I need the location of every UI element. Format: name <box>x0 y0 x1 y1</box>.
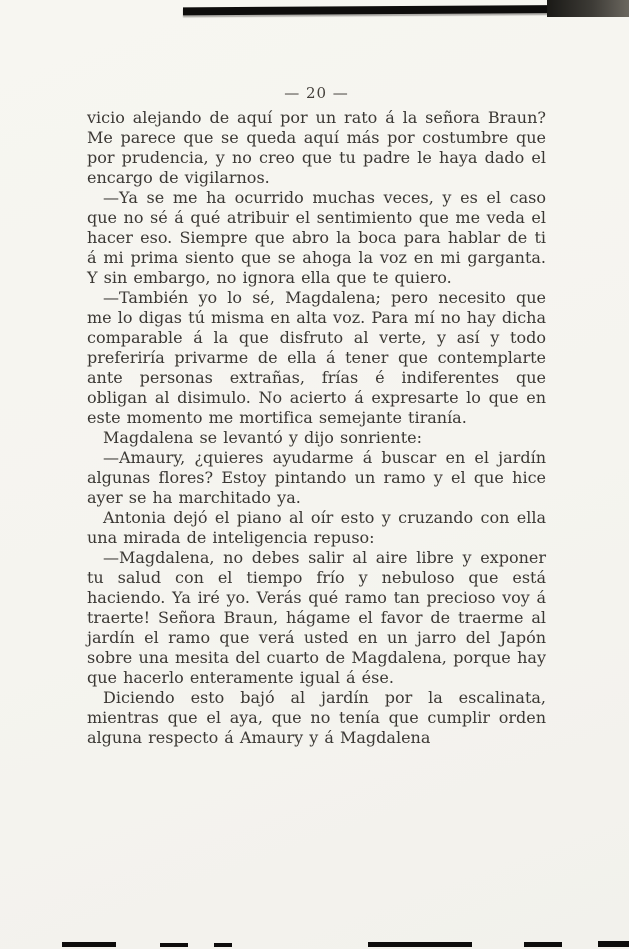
scan-artifact-bottom-mark <box>214 943 232 947</box>
paragraph: Diciendo esto bajó al jardín por la escalinata, mientras que el aya, que no tenía que cumplir orden alguna respecto á Amaury y á Magdalena <box>87 688 546 747</box>
paragraph: —También yo lo sé, Magdalena; pero necesito que me lo digas tú misma en alta voz. Para mí no hay dicha comparable á la que disfruto al verte, y así y todo preferiría privarme de ella á tener que contemplarte ante personas extrañas, frías é indiferentes que obligan al disimulo. No acierto á expresarte lo que en este momento me mortifica semejante tiranía. <box>87 288 546 427</box>
paragraph: —Magdalena, no debes salir al aire libre y exponer tu salud con el tiempo frío y nebuloso que está haciendo. Ya iré yo. Verás qué ramo tan precioso voy á traerte! Señora Braun, hágame el favor de traerme al jardín el ramo que verá usted en un jarro del Japón sobre una mesita del cuarto de Magdalena, porque hay que hacerlo enteramente igual á ése. <box>87 548 546 687</box>
scan-artifact-bottom-mark <box>160 943 188 947</box>
paragraph: Antonia dejó el piano al oír esto y cruzando con ella una mirada de inteligencia repuso: <box>87 508 546 547</box>
text-block <box>87 84 546 748</box>
scan-artifact-bottom-mark <box>598 941 629 947</box>
scan-artifact-top-corner <box>547 0 629 17</box>
paragraph: —Amaury, ¿quieres ayudarme á buscar en el jardín algunas flores? Estoy pintando un ramo y el que hice ayer se ha marchitado ya. <box>87 448 546 507</box>
paragraph: —Ya se me ha ocurrido muchas veces, y es el caso que no sé á qué atribuir el sentimiento que me veda el hacer eso. Siempre que abro la boca para hablar de ti á mi prima siento que se ahoga la voz en mi garganta. Y sin embargo, no ignora ella que te quiero. <box>87 188 546 287</box>
paragraph: vicio alejando de aquí por un rato á la señora Braun? Me parece que se queda aquí más por costumbre que por prudencia, y no creo que tu padre le haya dado el encargo de vigilarnos. <box>87 108 546 187</box>
scan-artifact-bottom-mark <box>368 942 472 947</box>
scan-artifact-bottom-mark <box>62 942 116 947</box>
page-number: — 20 — <box>284 84 349 102</box>
paragraph: Magdalena se levantó y dijo sonriente: <box>103 428 422 447</box>
scan-artifact-bottom-mark <box>524 942 562 947</box>
